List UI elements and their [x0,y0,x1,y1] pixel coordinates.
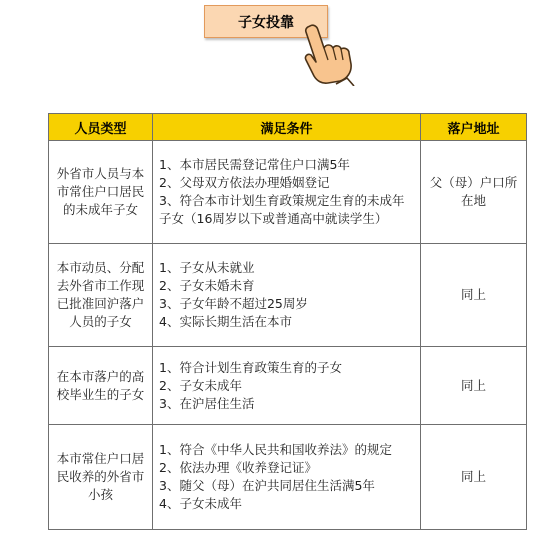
table-row [49,425,527,530]
person-type-cell: 外省市人员与本市常住户口居民的未成年子女 [49,141,153,244]
table-row [49,347,527,425]
address-cell: 同上 [421,244,527,347]
condition-item: 2、依法办理《收养登记证》 [159,460,317,475]
table-header-row [49,114,527,141]
condition-item: 2、子女未婚未育 [159,278,255,293]
conditions-cell [153,347,421,425]
condition-item: 1、符合计划生育政策生育的子女 [159,359,342,375]
header-person-type: 人员类型 [49,114,153,141]
condition-item: 3、子女年龄不超过25周岁 [159,296,308,311]
condition-item: 3、随父（母）在沪共同居住生活满5年 [159,478,375,493]
condition-item: 4、实际长期生活在本市 [159,314,292,329]
condition-item: 1、子女从未就业 [159,260,255,275]
child-dependency-label: 子女投靠 [238,14,294,31]
person-type-cell: 在本市落户的高校毕业生的子女 [49,347,153,425]
table-row [49,244,527,347]
pointing-hand-icon [300,24,360,86]
conditions-cell [153,425,421,530]
condition-item: 2、父母双方依法办理婚姻登记 [159,175,330,190]
header-conditions: 满足条件 [153,114,421,141]
household-requirements-table [48,113,527,530]
condition-item: 3、在沪居住生活 [159,395,255,411]
conditions-cell [153,244,421,347]
condition-item: 3、符合本市计划生育政策规定生育的未成年子女（16周岁以下或普通高中就读学生） [159,193,405,226]
conditions-cell [153,141,421,244]
person-type-cell: 本市常住户口居民收养的外省市小孩 [49,425,153,530]
table-row [49,141,527,244]
person-type-cell: 本市动员、分配去外省市工作现已批准回沪落户人员的子女 [49,244,153,347]
condition-item: 1、符合《中华人民共和国收养法》的规定 [159,442,392,457]
header-address: 落户地址 [421,114,527,141]
address-cell: 同上 [421,425,527,530]
condition-item: 2、子女未成年 [159,377,242,393]
condition-item: 1、本市居民需登记常住户口满5年 [159,157,350,172]
address-cell: 父（母）户口所在地 [421,141,527,244]
address-cell: 同上 [421,347,527,425]
condition-item: 4、子女未成年 [159,496,242,511]
